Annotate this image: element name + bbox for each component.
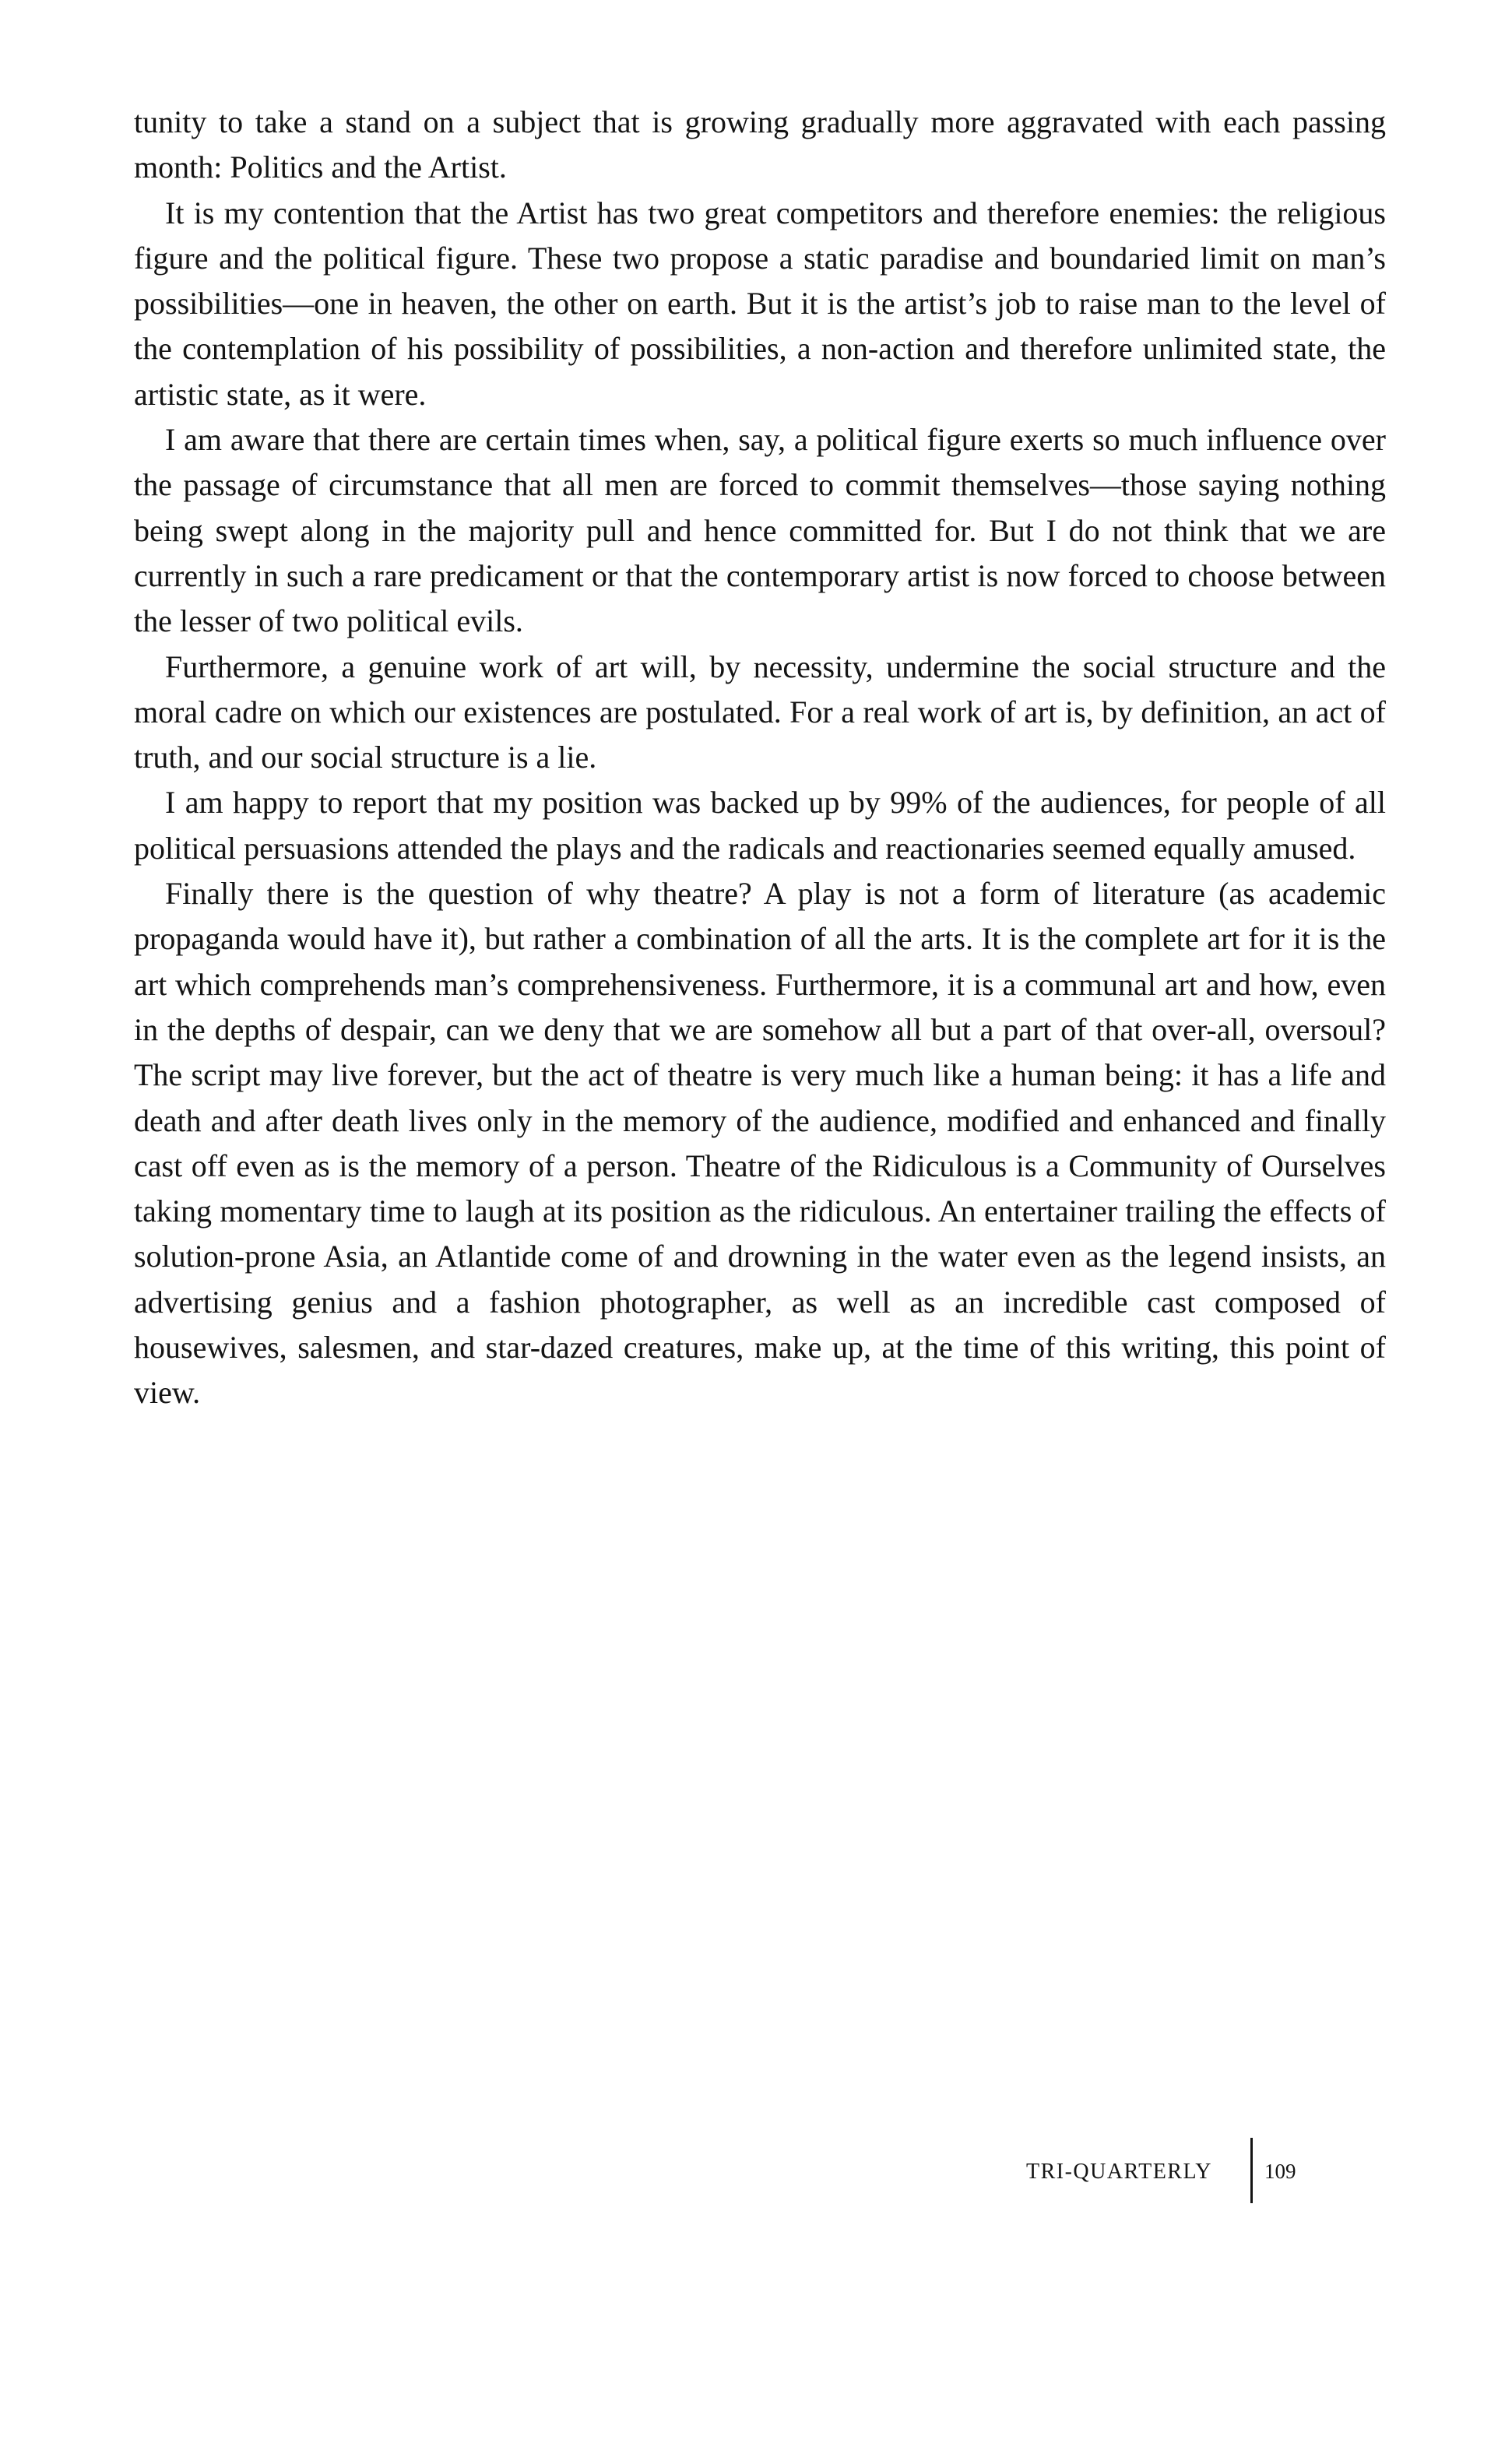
paragraph: I am aware that there are certain times when, say, a political figure exerts so much influence over the passage of circumstance that all men are forced to commit themselves—those saying nothing being swept along in the majority pull and hence committed for. But I do not think that we are currently in such a rare predicament or that the contemporary artist is now forced to choose between the lesser of two political evils. [134, 422, 1386, 639]
paragraph: Furthermore, a genuine work of art will, by necessity, undermine the social structure and the moral cadre on which our existences are postulated. For a real work of art is, by definition, an act of truth, and our social structure is a lie. [134, 649, 1386, 775]
paragraph-continued: tunity to take a stand on a subject that is growing gradually more aggravated with each passing month: Politics and the Artist. [134, 104, 1386, 185]
page-number: 109 [1264, 2160, 1296, 2183]
journal-name: TRI-QUARTERLY [1026, 2160, 1212, 2184]
article-body [134, 100, 1386, 1416]
footer-divider [1250, 2138, 1253, 2203]
paragraph: It is my contention that the Artist has two great competitors and therefore enemies: the religious figure and the political figure. These two propose a static paradise and boundaried limit on man’s possibilities—one in heaven, the other on earth. But it is the artist’s job to raise man to the level of the contemplation of his possibility of possibilities, a non-action and therefore unlimited state, the artistic state, as it were. [134, 195, 1386, 412]
paragraph: Finally there is the question of why theatre? A play is not a form of literature (as academic propaganda would have it), but rather a combination of all the arts. It is the complete art for it is the art which comprehends man’s comprehensiveness. Furthermore, it is a communal art and how, even in the depths of despair, can we deny that we are somehow all but a part of that over-all, oversoul? The script may live forever, but the act of theatre is very much like a human being: it has a life and death and after death lives only in the memory of the audience, modified and enhanced and finally cast off even as is the memory of a person. Theatre of the Ridiculous is a Community of Ourselves taking momentary time to laugh at its position as the ridiculous. An entertainer trailing the effects of solution-prone Asia, an Atlantide come of and drowning in the water even as the legend insists, an advertising genius and a fashion photographer, as well as an incredible cast composed of housewives, salesmen, and star-dazed creatures, make up, at the time of this writing, this point of view. [134, 876, 1386, 1411]
paragraph: I am happy to report that my position was backed up by 99% of the audiences, for people of all political persuasions attended the plays and the radicals and reactionaries seemed equally amused. [134, 785, 1386, 866]
